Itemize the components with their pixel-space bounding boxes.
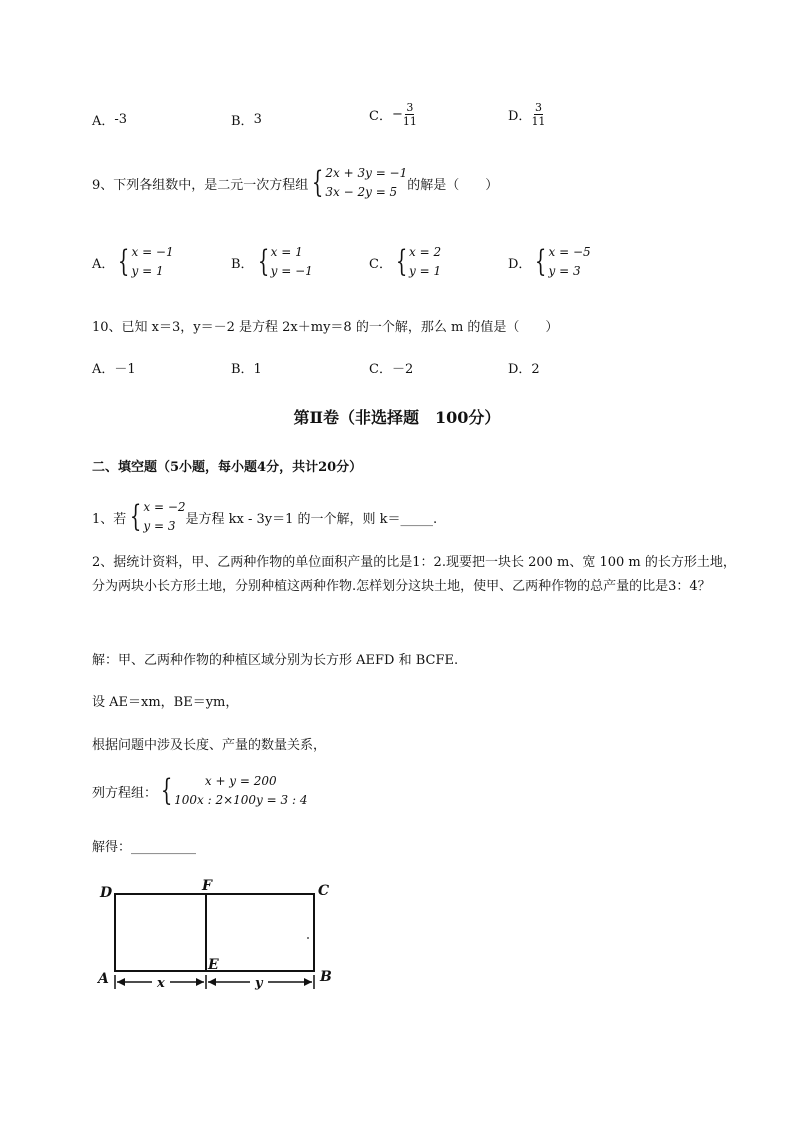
fill-q2-solution-line1: 解：甲、乙两种作物的种植区域分别为长方形 AEFD 和 BCFE. (92, 653, 459, 668)
q8-option-b: B． 3 (231, 112, 262, 129)
q8-option-a: A． -3 (92, 112, 128, 129)
q9-stem: 9、下列各组数中，是二元一次方程组 { 2x + 3y = −1 3x − 2y = 5 的解是（ ） (92, 165, 499, 200)
label-f: F (202, 878, 212, 894)
q8-option-c: C． − $\frac{3}{11}$ (369, 101, 417, 128)
q10-option-c: C．－2 (369, 362, 414, 377)
q9-equation-system: { 2x + 3y = −1 3x − 2y = 5 (312, 165, 408, 200)
label-c: C (318, 883, 330, 899)
fill-q2-solution-line3: 根据问题中涉及长度、产量的数量关系， (92, 738, 327, 753)
q10-option-b: B．1 (231, 362, 262, 377)
fill-q2-answer: 解得：__________ (92, 840, 197, 855)
q9-option-a: A． { x = −1 y = 1 (92, 244, 174, 279)
fill-q2-system: 列方程组： { x + y = 200 100x : 2×100y = 3 : 4 (92, 773, 308, 808)
label-d: D (100, 885, 113, 901)
q9-option-c: C． { x = 2 y = 1 (369, 244, 442, 279)
fill-q2-solution-line2: 设 AE＝xm，BE＝ym， (92, 695, 239, 710)
q8-c-fraction: $\frac{3}{11}$ (402, 101, 417, 128)
q10-option-d: D．2 (508, 362, 540, 377)
q10-stem: 10、已知 x＝3，y＝－2 是方程 2x＋my＝8 的一个解，那么 m 的值是（ ） (92, 320, 559, 335)
q8-option-d: D． $\frac{3}{11}$ (508, 101, 546, 128)
section-title: 第Ⅱ卷（非选择题 100分） (293, 408, 501, 427)
q8-d-fraction: $\frac{3}{11}$ (531, 101, 546, 128)
fill-in-header: 二、填空题（5小题，每小题4分，共计20分） (92, 460, 363, 475)
q9-option-b: B． { x = 1 y = −1 (231, 244, 313, 279)
fill-q1-system: { x = −2 y = 3 (130, 499, 186, 534)
q10-option-a: A．－1 (92, 362, 136, 377)
label-b: B (320, 969, 332, 985)
label-y: y (255, 976, 263, 991)
fill-q2-text: 2、据统计资料，甲、乙两种作物的单位面积产量的比是1：2.现要把一块长 200 m、宽 100 m 的长方形土地，分为两块小长方形土地，分别种植这两种作物.怎样划分这块土地，使甲、乙两种作物的总产量的比是3：4？ (92, 555, 736, 594)
fill-q1: 1、若 { x = −2 y = 3 是方程 kx - 3y＝1 的一个解，则 k＝_____. (92, 499, 438, 534)
label-e: E (208, 957, 219, 973)
label-a: A (98, 971, 109, 987)
label-x: x (157, 976, 165, 991)
q9-option-d: D． { x = −5 y = 3 (508, 244, 591, 279)
rectangle-figure (90, 875, 340, 1000)
